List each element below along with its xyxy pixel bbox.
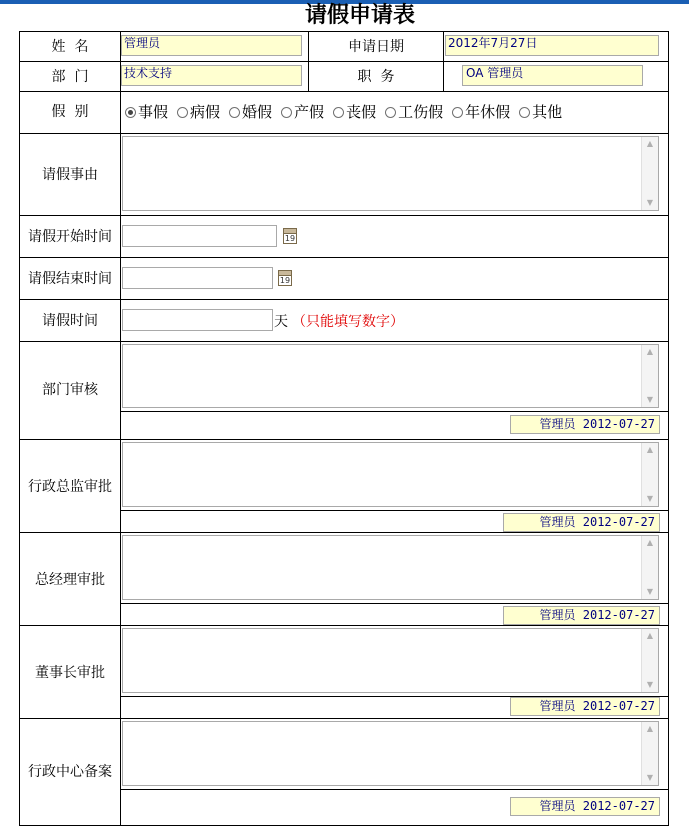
leave-type-option-label: 病假 <box>190 103 221 121</box>
calendar-day-text: 19 <box>279 276 291 285</box>
grid-line <box>19 61 669 62</box>
leave-type-option-label: 工伤假 <box>398 103 444 121</box>
leave-type-option[interactable] <box>281 103 324 121</box>
leave-type-option[interactable] <box>125 103 168 121</box>
grid-line <box>19 31 669 32</box>
apply-date-label: 申请日期 <box>348 39 404 55</box>
grid-line <box>19 299 669 300</box>
grid-line <box>120 789 669 790</box>
duration-unit: 天 <box>274 314 288 330</box>
reason-textarea[interactable] <box>122 136 659 211</box>
leave-type-option-label: 产假 <box>294 103 325 121</box>
dept-label: 部 门 <box>51 69 89 85</box>
grid-line <box>19 718 669 719</box>
scroll-down-icon[interactable]: ▼ <box>646 494 654 503</box>
grid-line <box>19 31 20 826</box>
leave-type-option-label: 事假 <box>138 103 169 121</box>
scroll-up-icon[interactable]: ▲ <box>646 631 654 640</box>
grid-line <box>443 31 444 92</box>
grid-line <box>19 341 669 342</box>
leave-type-option[interactable] <box>519 103 562 121</box>
scroll-up-icon[interactable]: ▲ <box>646 347 654 356</box>
leave-type-option-label: 其他 <box>532 103 563 121</box>
approval-label: 行政总监审批 <box>28 479 112 495</box>
position-label: 职 务 <box>357 69 395 85</box>
radio-button-icon[interactable] <box>452 107 463 118</box>
approval-signature: 管理员 2012-07-27 <box>503 606 660 625</box>
approval-label: 总经理审批 <box>35 572 105 588</box>
approval-label: 行政中心备案 <box>28 764 112 780</box>
leave-type-radio-group <box>125 103 571 121</box>
approval-textarea[interactable] <box>122 344 659 408</box>
approval-signature: 管理员 2012-07-27 <box>503 513 660 532</box>
leave-type-option[interactable] <box>177 103 220 121</box>
leave-type-option-label: 婚假 <box>242 103 273 121</box>
approval-label: 董事长审批 <box>35 665 105 681</box>
grid-line <box>19 91 669 92</box>
apply-date-field[interactable]: 2012年7月27日 <box>445 35 659 56</box>
grid-line <box>19 257 669 258</box>
grid-line <box>19 625 669 626</box>
scroll-down-icon[interactable]: ▼ <box>646 587 654 596</box>
page-title: 请假申请表 <box>304 2 415 28</box>
start-time-label: 请假开始时间 <box>28 229 112 245</box>
scroll-up-icon[interactable]: ▲ <box>646 724 654 733</box>
calendar-day-text: 19 <box>284 234 296 243</box>
textarea-scrollbar[interactable] <box>641 137 658 210</box>
calendar-icon[interactable] <box>278 270 292 286</box>
approval-textarea[interactable] <box>122 535 659 600</box>
scroll-down-icon[interactable]: ▼ <box>646 395 654 404</box>
grid-line <box>668 31 669 826</box>
end-time-label: 请假结束时间 <box>28 271 112 287</box>
grid-line <box>120 31 121 826</box>
leave-type-option[interactable] <box>333 103 376 121</box>
radio-button-icon[interactable] <box>229 107 240 118</box>
position-field[interactable]: OA 管理员 <box>462 65 643 86</box>
approval-label: 部门审核 <box>42 382 98 398</box>
approval-signature: 管理员 2012-07-27 <box>510 415 660 434</box>
leave-type-option-label: 丧假 <box>346 103 377 121</box>
duration-input[interactable] <box>122 309 273 331</box>
start-time-input[interactable] <box>122 225 277 247</box>
leave-type-label: 假 别 <box>51 104 89 120</box>
scroll-down-icon[interactable]: ▼ <box>646 680 654 689</box>
scroll-up-icon[interactable]: ▲ <box>646 139 654 148</box>
radio-button-icon[interactable] <box>177 107 188 118</box>
duration-label: 请假时间 <box>42 313 98 329</box>
radio-button-icon[interactable] <box>385 107 396 118</box>
name-label: 姓 名 <box>51 39 89 55</box>
calendar-icon[interactable] <box>283 228 297 244</box>
leave-type-option-label: 年休假 <box>465 103 511 121</box>
leave-type-option[interactable] <box>229 103 272 121</box>
grid-line <box>19 439 669 440</box>
leave-type-option[interactable] <box>452 103 510 121</box>
approval-signature: 管理员 2012-07-27 <box>510 797 660 816</box>
grid-line <box>19 532 669 533</box>
approval-textarea[interactable] <box>122 442 659 507</box>
textarea-scrollbar[interactable] <box>641 443 658 506</box>
scroll-up-icon[interactable]: ▲ <box>646 538 654 547</box>
dept-field[interactable]: 技术支持 <box>121 65 302 86</box>
scroll-down-icon[interactable]: ▼ <box>646 773 654 782</box>
grid-line <box>19 133 669 134</box>
radio-button-icon[interactable] <box>281 107 292 118</box>
grid-line <box>19 825 669 826</box>
radio-button-icon[interactable] <box>125 107 136 118</box>
textarea-scrollbar[interactable] <box>641 722 658 785</box>
grid-line <box>19 215 669 216</box>
reason-label: 请假事由 <box>42 167 98 183</box>
scroll-up-icon[interactable]: ▲ <box>646 445 654 454</box>
textarea-scrollbar[interactable] <box>641 345 658 407</box>
leave-type-option[interactable] <box>385 103 443 121</box>
duration-note: （只能填写数字） <box>292 314 404 330</box>
textarea-scrollbar[interactable] <box>641 536 658 599</box>
grid-line <box>120 510 669 511</box>
name-field[interactable]: 管理员 <box>121 35 302 56</box>
approval-textarea[interactable] <box>122 721 659 786</box>
end-time-input[interactable] <box>122 267 273 289</box>
radio-button-icon[interactable] <box>519 107 530 118</box>
scroll-down-icon[interactable]: ▼ <box>646 198 654 207</box>
radio-button-icon[interactable] <box>333 107 344 118</box>
grid-line <box>120 603 669 604</box>
approval-signature: 管理员 2012-07-27 <box>510 697 660 716</box>
approval-textarea[interactable] <box>122 628 659 693</box>
grid-line <box>120 411 669 412</box>
textarea-scrollbar[interactable] <box>641 629 658 692</box>
